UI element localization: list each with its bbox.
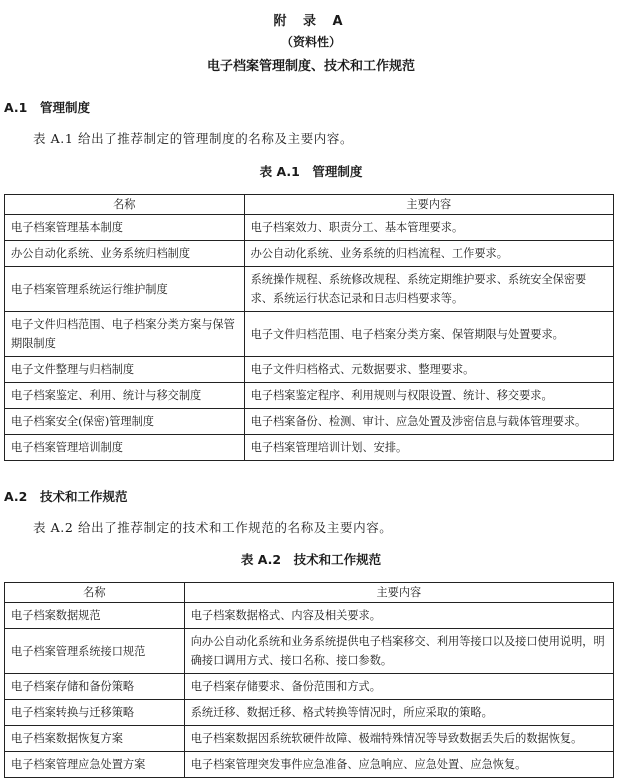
table-cell-name: 电子档案管理应急处置方案 <box>5 752 185 778</box>
table-row <box>5 409 614 435</box>
table-cell-content: 电子档案鉴定程序、利用规则与权限设置、统计、移交要求。 <box>244 383 613 409</box>
table-header-row <box>5 583 614 603</box>
table-cell-content: 系统迁移、数据迁移、格式转换等情况时，所应采取的策略。 <box>184 700 613 726</box>
table-cell-name: 电子档案鉴定、利用、统计与移交制度 <box>5 383 245 409</box>
table-cell-content: 电子档案效力、职责分工、基本管理要求。 <box>244 215 613 241</box>
section-a1-heading <box>4 98 90 116</box>
column-header: 名称 <box>5 583 185 603</box>
table-row <box>5 215 614 241</box>
table-cell-content: 向办公自动化系统和业务系统提供电子档案移交、利用等接口以及接口使用说明，明确接口调用方式、接口名称、接口参数。 <box>184 629 613 674</box>
table-cell-name: 电子文件整理与归档制度 <box>5 357 245 383</box>
table-row <box>5 752 614 778</box>
table-a1 <box>4 194 614 461</box>
table-cell-name: 电子档案转换与迁移策略 <box>5 700 185 726</box>
table-row <box>5 357 614 383</box>
table-cell-content: 电子档案管理突发事件应急准备、应急响应、应急处置、应急恢复。 <box>184 752 613 778</box>
table-cell-content: 电子档案存储要求、备份范围和方式。 <box>184 674 613 700</box>
table-a2-caption: 表 A.2 技术和工作规范 <box>240 552 382 567</box>
table-cell-name: 电子档案存储和备份策略 <box>5 674 185 700</box>
section-a1-intro: 表 A.1 给出了推荐制定的管理制度的名称及主要内容。 <box>33 131 354 146</box>
table-cell-content: 电子档案备份、检测、审计、应急处置及涉密信息与载体管理要求。 <box>244 409 613 435</box>
column-header: 名称 <box>5 195 245 215</box>
table-a1-caption: 表 A.1 管理制度 <box>259 164 363 179</box>
table-cell-name: 电子档案管理基本制度 <box>5 215 245 241</box>
table-cell-content: 办公自动化系统、业务系统的归档流程、工作要求。 <box>244 241 613 267</box>
table-row <box>5 383 614 409</box>
table-cell-name: 电子文件归档范围、电子档案分类方案与保管期限制度 <box>5 312 245 357</box>
section-title: 技术和工作规范 <box>40 489 128 504</box>
table-cell-content: 电子文件归档范围、电子档案分类方案、保管期限与处置要求。 <box>244 312 613 357</box>
appendix-subtitle: （资料性） <box>280 35 341 49</box>
table-a2 <box>4 582 614 778</box>
table-cell-name: 电子档案管理系统运行维护制度 <box>5 267 245 312</box>
section-number: A.2 <box>4 489 28 504</box>
section-number: A.1 <box>4 100 28 115</box>
table-header-row <box>5 195 614 215</box>
table-row <box>5 726 614 752</box>
table-row <box>5 674 614 700</box>
table-row <box>5 312 614 357</box>
table-cell-content: 电子档案数据格式、内容及相关要求。 <box>184 603 613 629</box>
table-row <box>5 603 614 629</box>
table-cell-content: 系统操作规程、系统修改规程、系统定期维护要求、系统安全保密要求、系统运行状态记录和日志归档要求等。 <box>244 267 613 312</box>
table-row <box>5 700 614 726</box>
table-cell-content: 电子档案管理培训计划、安排。 <box>244 435 613 461</box>
table-cell-content: 电子档案数据因系统软硬件故障、极端特殊情况等导致数据丢失后的数据恢复。 <box>184 726 613 752</box>
table-cell-content: 电子文件归档格式、元数据要求、整理要求。 <box>244 357 613 383</box>
section-a2-intro: 表 A.2 给出了推荐制定的技术和工作规范的名称及主要内容。 <box>33 520 393 535</box>
table-row <box>5 435 614 461</box>
table-cell-name: 电子档案管理系统接口规范 <box>5 629 185 674</box>
table-cell-name: 电子档案管理培训制度 <box>5 435 245 461</box>
section-a2-heading <box>4 487 128 505</box>
table-cell-name: 电子档案安全(保密)管理制度 <box>5 409 245 435</box>
column-header: 主要内容 <box>184 583 613 603</box>
table-cell-name: 电子档案数据恢复方案 <box>5 726 185 752</box>
appendix-heading: 电子档案管理制度、技术和工作规范 <box>206 59 415 74</box>
column-header: 主要内容 <box>244 195 613 215</box>
table-cell-name: 电子档案数据规范 <box>5 603 185 629</box>
table-row <box>5 267 614 312</box>
section-title: 管理制度 <box>40 100 91 115</box>
table-cell-name: 办公自动化系统、业务系统归档制度 <box>5 241 245 267</box>
table-row <box>5 241 614 267</box>
appendix-title: 附 录 A <box>273 14 349 29</box>
table-row <box>5 629 614 674</box>
